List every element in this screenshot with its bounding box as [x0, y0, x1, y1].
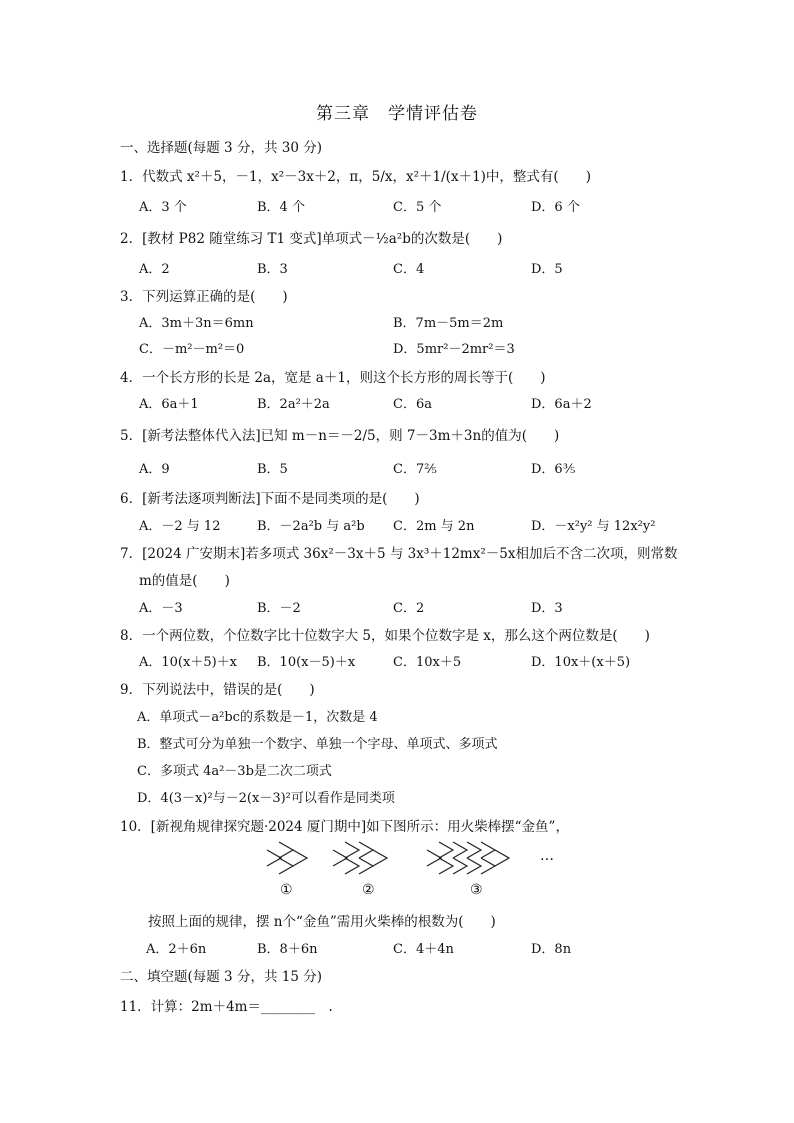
- q5-option-b: B．5: [257, 462, 288, 477]
- q2-option-a: A．2: [139, 262, 170, 277]
- q6-option-d: D．－x²y² 与 12x²y²: [531, 519, 656, 534]
- q6-option-b: B．－2a²b 与 a²b: [257, 519, 365, 534]
- question-3: 3．下列运算正确的是( ): [120, 289, 288, 305]
- q9-statement-b: B．整式可分为单独一个数字、单独一个字母、单项式、多项式: [137, 737, 498, 752]
- fish-figure-1: [267, 842, 307, 874]
- question-2: 2．[教材 P82 随堂练习 T1 变式]单项式－½a²b的次数是( ): [120, 231, 503, 247]
- question-7-line2: m的值是( ): [139, 573, 230, 589]
- q1-option-a: A．3 个: [139, 200, 187, 215]
- question-10-line2: 按照上面的规律，摆 n个“金鱼”需用火柴棒的根数为( ): [148, 914, 496, 930]
- figure-label-3: ③: [470, 882, 483, 898]
- q1-option-d: D．6 个: [531, 200, 580, 215]
- q10-option-b: B．8＋6n: [257, 942, 318, 957]
- question-7: 7．[2024 广安期末]若多项式 36x²－3x＋5 与 3x³＋12mx²－5x相加后不含二次项，则常数: [120, 546, 678, 562]
- q9-statement-d: D．4(3－x)²与－2(x－3)²可以看作是同类项: [137, 791, 395, 806]
- fish-figure-3: [427, 842, 509, 874]
- q6-option-c: C．2m 与 2n: [393, 519, 475, 534]
- q3-option-a: A．3m＋3n＝6mn: [139, 316, 254, 331]
- q5-option-d: D．6⅗: [531, 462, 576, 477]
- q10-option-a: A．2＋6n: [146, 942, 207, 957]
- figure-label-1: ①: [280, 882, 293, 898]
- q8-option-b: B．10(x－5)＋x: [257, 655, 356, 670]
- q8-option-d: D．10x＋(x＋5): [531, 655, 631, 670]
- q7-option-b: B．－2: [257, 601, 301, 616]
- question-11: 11．计算：2m＋4m＝________ .: [120, 999, 333, 1015]
- fish-figure-2: [333, 842, 387, 874]
- q4-option-d: D．6a＋2: [531, 397, 592, 412]
- q9-statement-c: C．多项式 4a²－3b是二次二项式: [137, 764, 332, 779]
- question-4: 4．一个长方形的长是 2a，宽是 a＋1，则这个长方形的周长等于( ): [120, 370, 546, 386]
- q8-option-a: A．10(x＋5)＋x: [139, 655, 238, 670]
- question-6: 6．[新考法逐项判断法]下面不是同类项的是( ): [120, 491, 420, 507]
- q2-option-d: D．5: [531, 262, 563, 277]
- question-8: 8．一个两位数，个位数字比十位数字大 5，如果个位数字是 x，那么这个两位数是( ): [120, 628, 650, 644]
- q5-option-c: C．7⅖: [393, 462, 437, 477]
- q2-option-b: B．3: [257, 262, 288, 277]
- q1-option-b: B．4 个: [257, 200, 305, 215]
- q10-option-d: D．8n: [531, 942, 572, 957]
- q2-option-c: C．4: [393, 262, 425, 277]
- question-5: 5．[新考法整体代入法]已知 m－n＝－2/5，则 7－3m＋3n的值为( ): [120, 428, 560, 444]
- question-1: 1．代数式 x²＋5，－1，x²－3x＋2，π，5/x，x²＋1/(x＋1)中，整式有( ): [120, 169, 591, 185]
- q7-option-d: D．3: [531, 601, 563, 616]
- q3-option-d: D．5mr²－2mr²＝3: [393, 342, 515, 357]
- figure-ellipsis: …: [540, 848, 554, 864]
- q3-option-b: B．7m－5m＝2m: [393, 316, 504, 331]
- q4-option-a: A．6a＋1: [139, 397, 199, 412]
- section-heading-fill: 二、填空题(每题 3 分，共 15 分): [120, 969, 322, 985]
- question-10: 10．[新视角规律探究题·2024 厦门期中]如下图所示：用火柴棒摆“金鱼”，: [120, 819, 569, 835]
- q5-option-a: A．9: [139, 462, 170, 477]
- figure-label-2: ②: [362, 882, 375, 898]
- q6-option-a: A．－2 与 12: [139, 519, 221, 534]
- section-heading-choice: 一、选择题(每题 3 分，共 30 分): [120, 140, 322, 156]
- q4-option-c: C．6a: [393, 397, 432, 412]
- q3-option-c: C．－m²－m²＝0: [139, 342, 245, 357]
- q4-option-b: B．2a²＋2a: [257, 397, 330, 412]
- q7-option-c: C．2: [393, 601, 425, 616]
- q7-option-a: A．－3: [139, 601, 183, 616]
- q8-option-c: C．10x＋5: [393, 655, 462, 670]
- q10-option-c: C．4＋4n: [393, 942, 454, 957]
- q1-option-c: C．5 个: [393, 200, 442, 215]
- q9-statement-a: A．单项式－a²bc的系数是－1，次数是 4: [137, 710, 378, 725]
- page-title: 第三章 学情评估卷: [316, 104, 478, 124]
- matchstick-fish-figure: [265, 838, 565, 878]
- question-9: 9．下列说法中，错误的是( ): [120, 682, 315, 698]
